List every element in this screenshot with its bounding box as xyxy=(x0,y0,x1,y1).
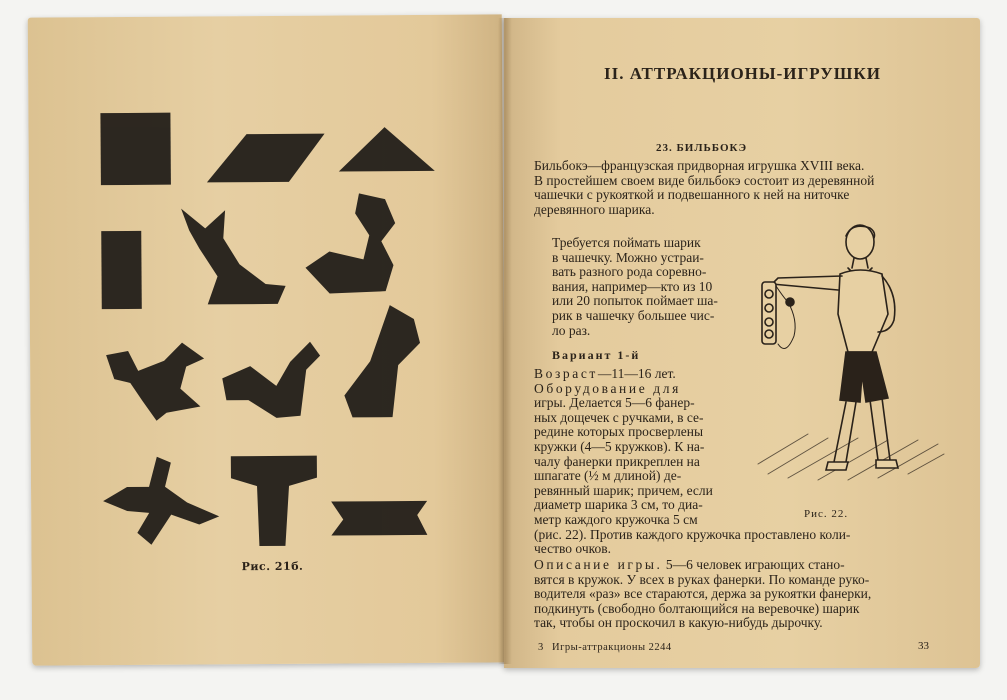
text-line: вятся в кружок. У всех в руках фанерки. По команде руко- xyxy=(534,571,870,587)
text-line: кружки (4—5 кружков). К на- xyxy=(534,438,705,454)
tangram-triangle xyxy=(339,127,435,172)
book-gutter xyxy=(498,18,512,664)
text-line: чество очков. xyxy=(534,541,611,557)
footer-book-title: Игры-аттракционы 2244 xyxy=(552,642,672,653)
tangram-rectangle xyxy=(101,231,142,309)
right-page xyxy=(504,18,980,668)
text-line: чашечки с рукояткой и подвешанного к ней на ниточке xyxy=(534,187,850,203)
text-line: ло раз. xyxy=(552,322,591,338)
tangram-cat xyxy=(181,208,286,305)
text-line: ных дощечек с ручками, в се- xyxy=(534,409,704,425)
text-line: вания, например—кто из 10 xyxy=(552,278,713,294)
tangram-ribbon xyxy=(331,501,427,536)
section-title: 23. БИЛЬБОКЭ xyxy=(656,142,748,154)
tangram-swan xyxy=(305,193,396,294)
tangram-parallelogram xyxy=(207,134,325,183)
tangram-dancer xyxy=(103,456,220,545)
text-line: Требуется поймать шарик xyxy=(552,235,701,250)
text-line: чалу фанерки прикреплен на xyxy=(534,453,700,469)
footer-signature-number: 3 xyxy=(538,642,544,653)
figure-caption-right: Рис. 22. xyxy=(804,508,849,520)
tangram-rooster xyxy=(106,342,205,421)
description-paragraph xyxy=(534,558,871,631)
tangram-square xyxy=(100,113,171,185)
text-line: водителя «раз» все стараются, держа за рукоятки фанерки, xyxy=(534,586,872,602)
variant-heading: Вариант 1-й xyxy=(552,348,641,362)
text-line: редине которых просверлены xyxy=(534,424,704,440)
tangram-bird xyxy=(222,342,321,419)
page-number: 33 xyxy=(918,640,929,652)
figure-caption-left: Рис. 21б. xyxy=(241,559,304,574)
text-line: ревянный шарик; причем, если xyxy=(534,482,713,498)
age-label: Возраст xyxy=(534,366,598,381)
text-line: шпагате (½ м длиной) де- xyxy=(534,468,682,484)
text-line: вать разного рода соревно- xyxy=(552,264,707,280)
age-value: —11—16 лет. xyxy=(597,366,676,381)
task-paragraph xyxy=(552,236,718,338)
description-label: Описание игры. xyxy=(534,557,663,572)
equipment-label: Оборудование для xyxy=(534,380,681,396)
text-line: деревянного шарика. xyxy=(534,201,655,217)
chapter-title: II. АТТРАКЦИОНЫ-ИГРУШКИ xyxy=(604,64,881,83)
intro-paragraph xyxy=(534,159,874,217)
text-line xyxy=(534,558,871,573)
text-line: В простейшем своем виде бильбокэ состоит из деревянной xyxy=(534,172,875,188)
text-line: так, чтобы он проскочил в какую-нибудь дырочку. xyxy=(534,615,823,631)
tangram-fox xyxy=(344,305,421,418)
text-line: (рис. 22). Против каждого кружочка проставлено коли- xyxy=(534,526,851,542)
boy-with-bilboquet-illustration xyxy=(748,224,948,498)
text-segment: 5—6 человек играющих стано- xyxy=(662,557,845,572)
text-line: или 20 попыток поймает ша- xyxy=(552,293,718,309)
text-line: рик в чашечку большее чис- xyxy=(552,307,715,323)
text-line: Бильбокэ—французская придворная игрушка XVIII века. xyxy=(534,158,865,173)
text-line: подкинуть (свободно болтающийся на веревочке) шарик xyxy=(534,600,860,616)
text-line: метр каждого кружочка 5 см xyxy=(534,511,698,527)
text-line: диаметр шарика 3 см, то диа- xyxy=(534,497,703,513)
text-line: игры. Делается 5—6 фанер- xyxy=(534,395,695,411)
text-line: в чашечку. Можно устраи- xyxy=(552,249,704,265)
left-page xyxy=(28,14,507,665)
tangram-letter-t xyxy=(231,456,318,547)
